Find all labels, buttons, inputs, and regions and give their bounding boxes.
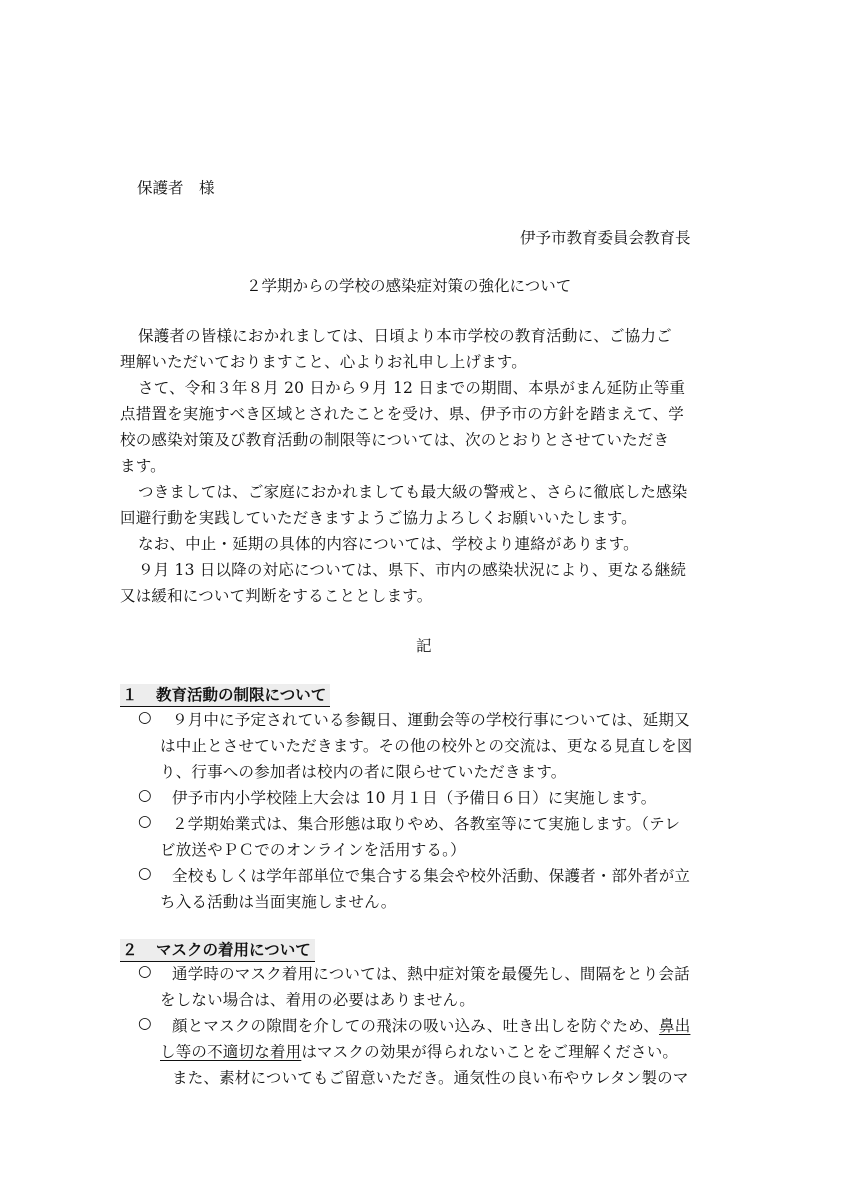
section2-heading — [120, 938, 315, 960]
section2-number: ２ — [122, 941, 138, 959]
section1-item3-line: ２学期始業式は、集合形態は取りやめ、各教室等にて実施します。（テレ — [172, 815, 681, 833]
sender: 伊予市教育委員会教育長 — [520, 229, 691, 247]
section1-item2-line: 伊予市内小学校陸上大会は 10 月１日（予備日６日）に実施します。 — [172, 789, 657, 807]
section1-item3-line: ビ放送やＰＣでのオンラインを活用する。） — [160, 841, 466, 859]
intro-line: 校の感染対策及び教育活動の制限等については、次のとおりとさせていただき — [120, 431, 670, 449]
intro-line: なお、中止・延期の具体的内容については、学校より連絡があります。 — [138, 535, 639, 553]
section2-item2-text: はマスクの効果が得られないことをご理解ください。 — [301, 1043, 679, 1061]
bullet-mark: ○ — [138, 962, 152, 980]
document-title: ２学期からの学校の感染症対策の強化について — [246, 277, 572, 295]
section1-heading — [120, 683, 330, 705]
section2-item2-line — [172, 1014, 690, 1036]
section1-item4-line: ち入る活動は当面実施しません。 — [160, 893, 397, 911]
bullet-mark: ○ — [138, 1014, 152, 1032]
section2-item2-line — [160, 1040, 678, 1062]
intro-line: 回避行動を実践していただきますようご協力よろしくお願いいたします。 — [120, 509, 637, 527]
bullet-mark: ○ — [138, 786, 152, 804]
intro-line: 又は緩和について判断をすることとします。 — [120, 587, 433, 605]
ki-mark: 記 — [416, 637, 432, 655]
section1-number: １ — [122, 686, 138, 704]
bullet-mark: ○ — [138, 864, 152, 882]
section2-item2-underlined: し等の不適切な着用 — [160, 1043, 302, 1061]
section2-title: マスクの着用について — [156, 941, 311, 959]
section2-item2-underlined: 鼻出 — [659, 1017, 691, 1035]
section1-title: 教育活動の制限について — [156, 686, 327, 704]
section1-item1-line: り、行事への参加者は校内の者に限らせていただきます。 — [160, 763, 567, 781]
intro-line: つきましては、ご家庭におかれましても最大級の警戒と、さらに徹底した感染 — [138, 483, 688, 501]
section2-item1-line: 通学時のマスク着用については、熱中症対策を最優先し、間隔をとり会話 — [172, 965, 690, 983]
intro-line: ９月 13 日以降の対応については、県下、市内の感染状況により、更なる継続 — [138, 561, 687, 579]
intro-line: 理解いただいておりますこと、心よりお礼申し上げます。 — [120, 353, 527, 371]
intro-line: ます。 — [120, 457, 166, 475]
section2-item2-text: 顔とマスクの隙間を介しての飛沫の吸い込み、吐き出しを防ぐため、 — [172, 1017, 660, 1035]
intro-line: さて、令和３年８月 20 日から９月 12 日までの期間、本県がまん延防止等重 — [138, 379, 686, 397]
intro-line: 点措置を実施すべき区域とされたことを受け、県、伊予市の方針を踏まえて、学 — [120, 405, 684, 423]
addressee: 保護者 様 — [137, 179, 215, 197]
section1-item4-line: 全校もしくは学年部単位で集合する集会や校外活動、保護者・部外者が立 — [172, 867, 691, 885]
bullet-mark: ○ — [138, 812, 152, 830]
bullet-mark: ○ — [138, 708, 152, 726]
section1-item1-line: は中止とさせていただきます。その他の校外との交流は、更なる見直しを図 — [160, 737, 693, 755]
section1-item1-line: ９月中に予定されている参観日、運動会等の学校行事については、延期又 — [172, 711, 690, 729]
intro-line: 保護者の皆様におかれましては、日頃より本市学校の教育活動に、ご協力ご — [138, 327, 672, 345]
section2-item2-line: また、素材についてもご留意いただき。通気性の良い布やウレタン製のマ — [172, 1069, 689, 1087]
section2-item1-line: をしない場合は、着用の必要はありません。 — [160, 991, 475, 1009]
